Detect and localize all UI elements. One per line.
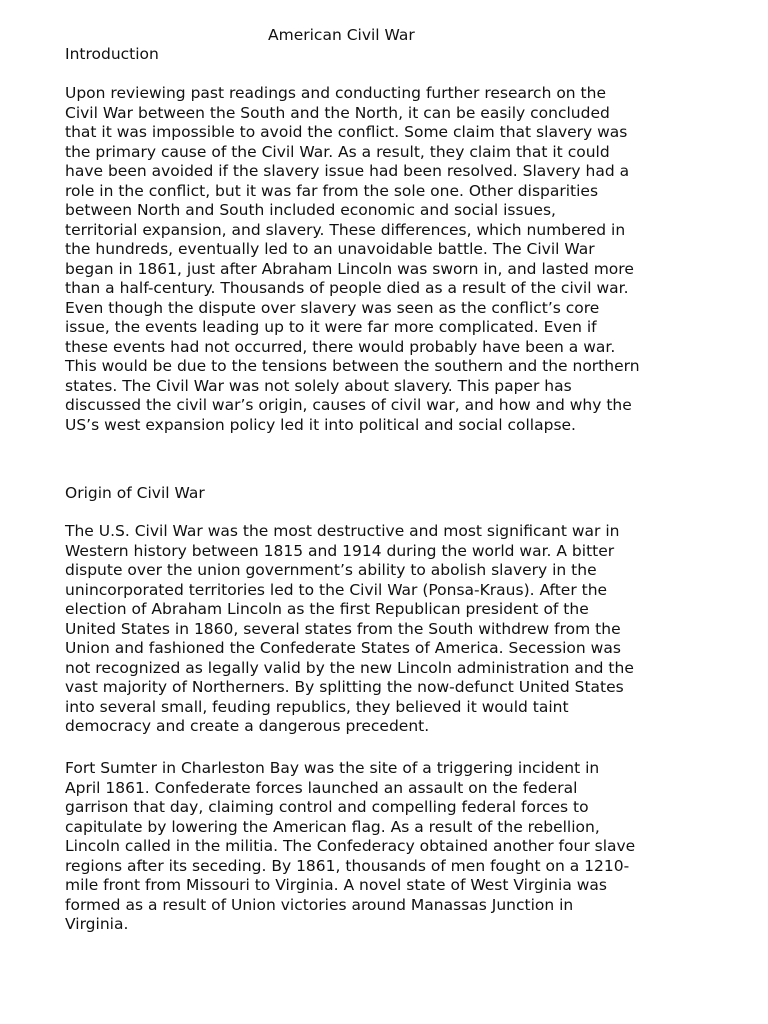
- paragraph-origin-1: [65, 522, 705, 737]
- paragraph-line: Western history between 1815 and 1914 during the world war. A bitter: [65, 541, 615, 560]
- paragraph-line: the hundreds, eventually led to an unavoidable battle. The Civil War: [65, 240, 595, 258]
- paragraph-line: discussed the civil war’s origin, causes of civil war, and how and why the: [65, 396, 632, 414]
- paragraph-line: than a half-century. Thousands of people died as a result of the civil war.: [65, 279, 629, 297]
- paragraph-line: vast majority of Northerners. By splitting the now-defunct United States: [65, 678, 624, 696]
- paragraph-line: formed as a result of Union victories around Manassas Junction in: [65, 895, 574, 914]
- paragraph-line: into several small, feuding republics, they believed it would taint: [65, 697, 569, 716]
- paragraph-line: Upon reviewing past readings and conducting further research on the: [65, 84, 606, 102]
- paragraph-line: states. The Civil War was not solely about slavery. This paper has: [65, 376, 572, 395]
- paragraph-line: This would be due to the tensions between the southern and the northern: [65, 357, 640, 375]
- section-heading-introduction: Introduction: [65, 45, 159, 63]
- paragraph-line: Fort Sumter in Charleston Bay was the site of a triggering incident in: [65, 759, 600, 777]
- paragraph-line: US’s west expansion policy led it into political and social collapse.: [65, 415, 576, 434]
- paragraph-line: dispute over the union government’s ability to abolish slavery in the: [65, 561, 597, 579]
- paragraph-line: Lincoln called in the militia. The Confederacy obtained another four slave: [65, 837, 636, 855]
- paragraph-line: Virginia.: [65, 915, 129, 933]
- section-heading-origin: Origin of Civil War: [65, 484, 205, 502]
- paragraph-line: between North and South included economic and social issues,: [65, 201, 556, 219]
- paragraph-line: election of Abraham Lincoln as the first Republican president of the: [65, 600, 589, 618]
- paragraph-line: not recognized as legally valid by the new Lincoln administration and the: [65, 658, 634, 677]
- paragraph-line: Union and fashioned the Confederate States of America. Secession was: [65, 639, 621, 657]
- document-title: American Civil War: [268, 26, 415, 44]
- paragraph-line: role in the conflict, but it was far from the sole one. Other disparities: [65, 181, 599, 200]
- paragraph-origin-2: [65, 759, 705, 935]
- paragraph-line: garrison that day, claiming control and compelling federal forces to: [65, 798, 589, 816]
- paragraph-line: April 1861. Confederate forces launched an assault on the federal: [65, 778, 578, 797]
- paragraph-line: that it was impossible to avoid the conflict. Some claim that slavery was: [65, 123, 628, 141]
- paragraph-line: these events had not occurred, there would probably have been a war.: [65, 337, 616, 356]
- paragraph-line: the primary cause of the Civil War. As a result, they claim that it could: [65, 142, 610, 161]
- paragraph-line: United States in 1860, several states from the South withdrew from the: [65, 619, 621, 638]
- paragraph-line: capitulate by lowering the American flag. As a result of the rebellion,: [65, 817, 600, 836]
- paragraph-line: Even though the dispute over slavery was seen as the conflict’s core: [65, 298, 600, 317]
- paragraph-line: The U.S. Civil War was the most destructive and most significant war in: [65, 522, 620, 540]
- paragraph-line: regions after its seceding. By 1861, thousands of men fought on a 1210-: [65, 856, 630, 875]
- paragraph-line: mile front from Missouri to Virginia. A novel state of West Virginia was: [65, 876, 607, 894]
- paragraph-line: have been avoided if the slavery issue had been resolved. Slavery had a: [65, 162, 630, 180]
- paragraph-line: democracy and create a dangerous precedent.: [65, 717, 430, 735]
- paragraph-line: Civil War between the South and the North, it can be easily concluded: [65, 103, 610, 122]
- paragraph-line: issue, the events leading up to it were far more complicated. Even if: [65, 318, 597, 336]
- paragraph-line: unincorporated territories led to the Civil War (Ponsa-Kraus). After the: [65, 580, 608, 599]
- paragraph-line: territorial expansion, and slavery. These differences, which numbered in: [65, 220, 626, 239]
- paragraph-line: began in 1861, just after Abraham Lincoln was sworn in, and lasted more: [65, 259, 634, 278]
- paragraph-introduction: [65, 84, 705, 435]
